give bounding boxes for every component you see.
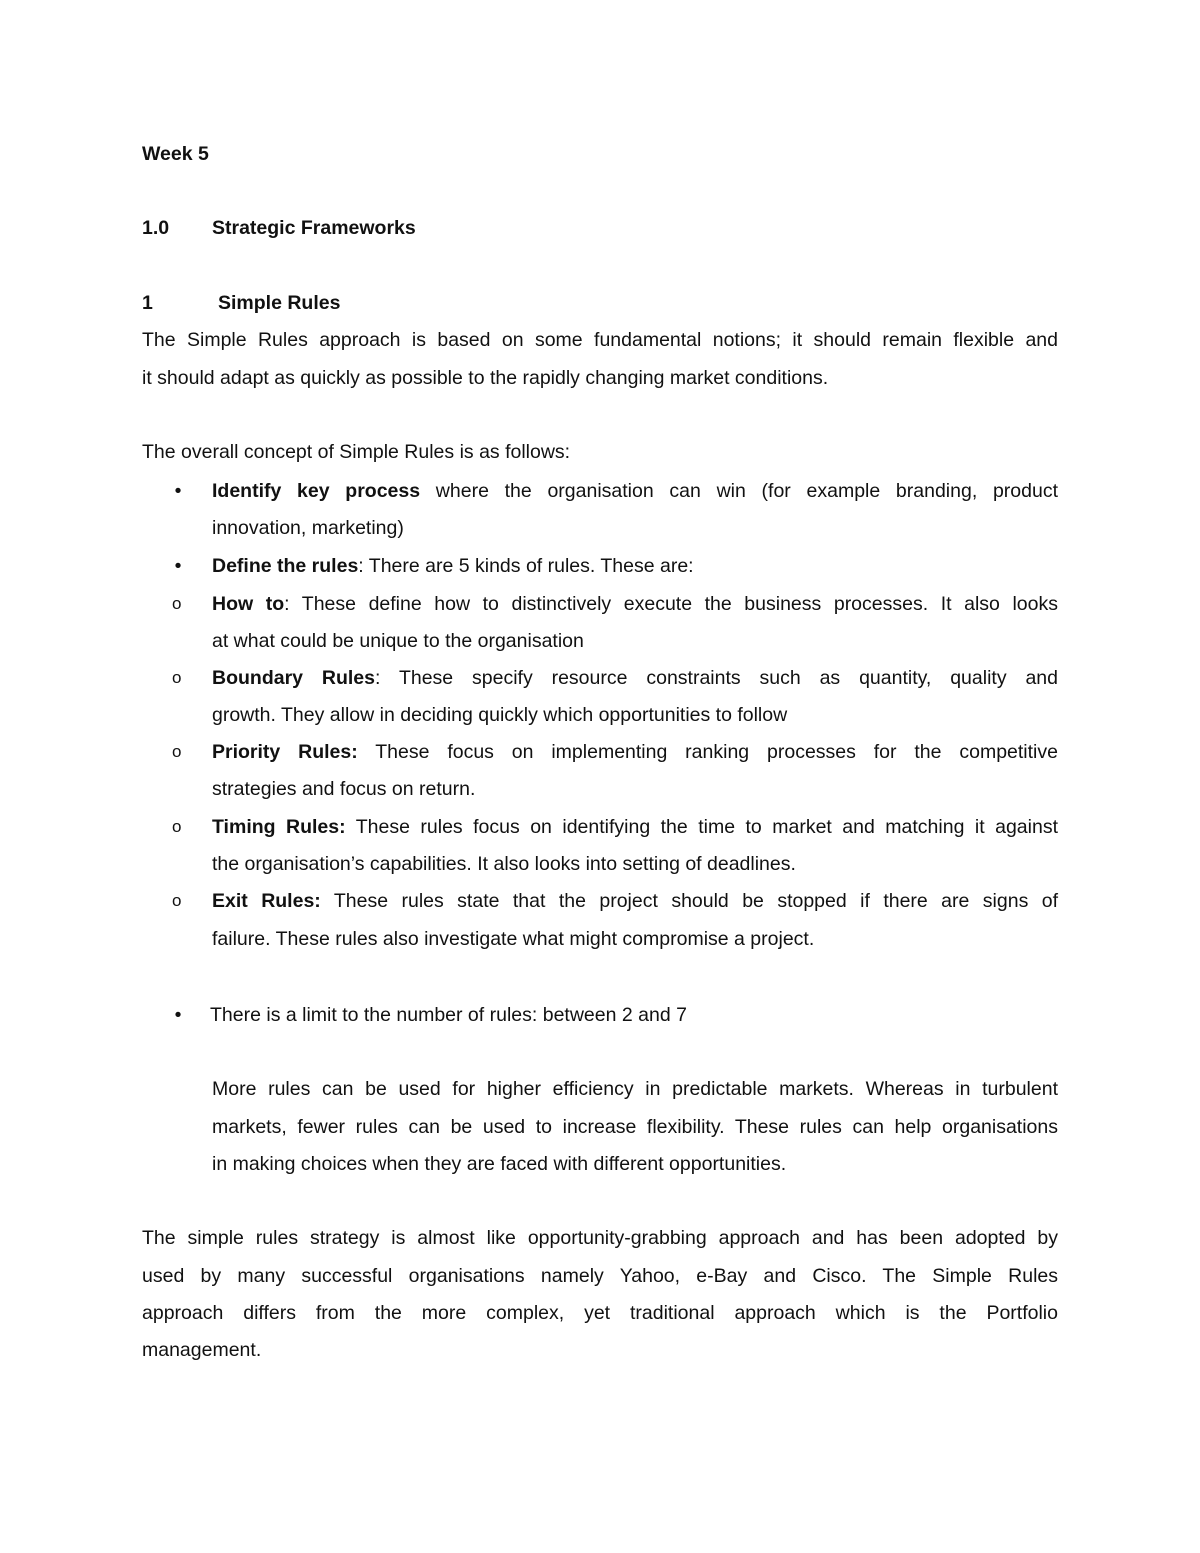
bullet-symbol: •: [174, 480, 182, 502]
rule-timing-bold: Timing Rules:: [212, 816, 346, 838]
rule-exit-line-1: [212, 889, 1058, 913]
closing-line-4: management.: [142, 1339, 262, 1361]
rule-boundary-rest: : These specify resource constraints such as quantity, quality and: [375, 667, 1059, 689]
sub-bullet-symbol: o: [172, 668, 182, 687]
rule-priority-line-2: strategies and focus on return.: [212, 778, 476, 800]
sub-bullet-symbol: o: [172, 594, 182, 613]
rule-how-to-bold: How to: [212, 593, 285, 615]
rule-how-to-line-1: [212, 592, 1058, 616]
intro-line-1: The Simple Rules approach is based on some fundamental notions; it should remain flexible and: [142, 329, 1058, 351]
more-rules-line-1: More rules can be used for higher efficiency in predictable markets. Whereas in turbulent: [212, 1078, 1058, 1100]
rule-how-to-line-2: at what could be unique to the organisation: [212, 630, 584, 652]
section-title: Strategic Frameworks: [212, 217, 416, 239]
subsection-title: Simple Rules: [218, 292, 341, 314]
rule-priority-rest: These focus on implementing ranking processes for the competitive: [357, 741, 1058, 763]
bullet-identify-line-2: innovation, marketing): [212, 517, 404, 539]
rule-timing-rest: These rules focus on identifying the time to market and matching it against: [345, 816, 1058, 838]
rule-exit-line-2: failure. These rules also investigate what might compromise a project.: [212, 928, 815, 950]
bullet-limit-text: There is a limit to the number of rules: between 2 and 7: [210, 1004, 687, 1026]
rule-boundary-line-2: growth. They allow in deciding quickly which opportunities to follow: [212, 704, 788, 726]
subsection-number: 1: [142, 292, 153, 314]
rule-priority-line-1: [212, 740, 1058, 764]
week-heading: Week 5: [142, 143, 209, 165]
rule-priority-bold: Priority Rules:: [212, 741, 358, 763]
bullet-identify-line-1: [212, 479, 1058, 503]
closing-line-3: approach differs from the more complex, yet traditional approach which is the Portfolio: [142, 1302, 1058, 1324]
rule-boundary-bold: Boundary Rules: [212, 667, 375, 689]
intro-line-2: it should adapt as quickly as possible to the rapidly changing market conditions.: [142, 367, 829, 389]
bullet-symbol: •: [174, 1004, 182, 1026]
sub-bullet-symbol: o: [172, 891, 182, 910]
bullet-identify-rest: where the organisation can win (for example branding, product: [420, 480, 1058, 502]
sub-bullet-symbol: o: [172, 742, 182, 761]
overall-concept-text: The overall concept of Simple Rules is as follows:: [142, 441, 571, 463]
sub-bullet-symbol: o: [172, 817, 182, 836]
rule-how-to-rest: : These define how to distinctively execute the business processes. It also looks: [284, 593, 1059, 615]
bullet-define-bold: Define the rules: [212, 555, 359, 577]
rule-exit-rest: These rules state that the project should be stopped if there are signs of: [320, 890, 1059, 912]
closing-line-2: used by many successful organisations namely Yahoo, e-Bay and Cisco. The Simple Rules: [142, 1265, 1058, 1287]
bullet-symbol: •: [174, 555, 182, 577]
bullet-define-line: [212, 554, 694, 578]
more-rules-line-3: in making choices when they are faced with different opportunities.: [212, 1153, 787, 1175]
rule-timing-line-1: [212, 815, 1058, 839]
bullet-define-rest: : There are 5 kinds of rules. These are:: [358, 555, 694, 577]
bullet-identify-bold: Identify key process: [212, 480, 421, 502]
rule-boundary-line-1: [212, 666, 1058, 690]
closing-line-1: The simple rules strategy is almost like opportunity-grabbing approach and has been adopted by: [142, 1227, 1058, 1249]
rule-timing-line-2: the organisation’s capabilities. It also looks into setting of deadlines.: [212, 853, 796, 875]
rule-exit-bold: Exit Rules:: [212, 890, 321, 912]
section-number: 1.0: [142, 217, 170, 239]
more-rules-line-2: markets, fewer rules can be used to increase flexibility. These rules can help organisations: [212, 1116, 1058, 1138]
